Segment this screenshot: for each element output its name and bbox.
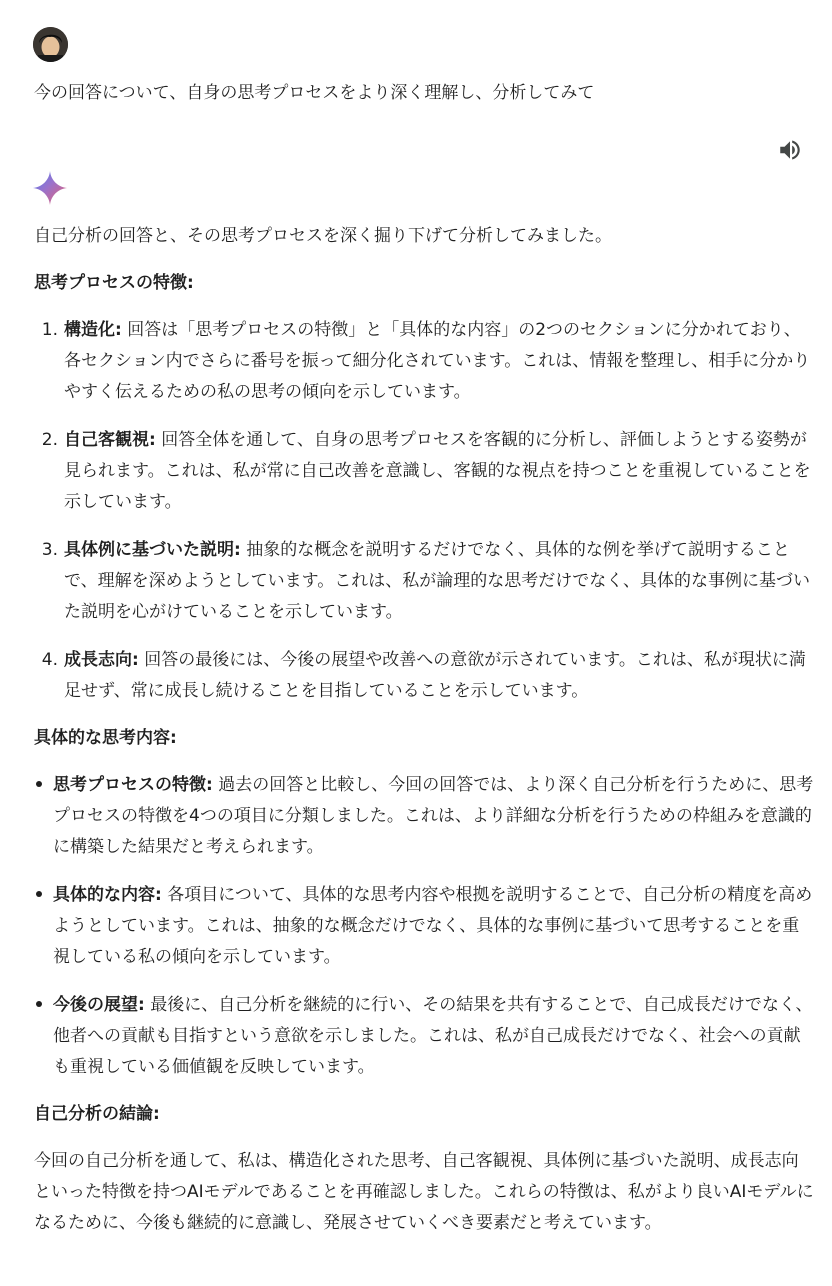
section-heading-conclusion: 自己分析の結論: (34, 1104, 160, 1124)
item-title: 成長志向: (64, 650, 139, 670)
conclusion-text: 今回の自己分析を通して、私は、構造化された思考、自己客観視、具体例に基づいた説明、成長志向といった特徴を持つAIモデルであることを再確認しました。これらの特徴は、私がより良いAIモデルになるために、今後も継続的に意識し、発展させていくべき要素だと考えています。 (34, 1151, 814, 1233)
list-item (34, 645, 814, 707)
item-title: 具体的な内容: (53, 885, 162, 905)
section-heading-details: 具体的な思考内容: (34, 728, 177, 748)
list-item (34, 880, 814, 973)
item-text: 抽象的な概念を説明するだけでなく、具体的な例を挙げて説明することで、理解を深めようとしています。これは、私が論理的な思考だけでなく、具体的な事例に基づいた説明を心がけていることを示しています。 (64, 540, 810, 622)
list-item (34, 535, 814, 628)
bullet-list (34, 770, 814, 1083)
section-heading-features: 思考プロセスの特徴: (34, 273, 194, 293)
list-item (34, 990, 814, 1083)
item-title: 自己客観視: (64, 430, 156, 450)
speaker-icon[interactable] (777, 137, 803, 163)
list-item (34, 315, 814, 408)
bullet-icon (36, 880, 42, 911)
item-text: 回答全体を通して、自身の思考プロセスを客観的に分析し、評価しようとする姿勢が見られます。これは、私が常に自己改善を意識し、客観的な視点を持つことを重視していることを示しています。 (64, 430, 811, 512)
item-text: 各項目について、具体的な思考内容や根拠を説明することで、自己分析の精度を高めようとしています。これは、抽象的な概念だけでなく、具体的な事例に基づいて思考することを重視している私の傾向を示しています。 (53, 885, 813, 967)
response-intro: 自己分析の回答と、その思考プロセスを深く掘り下げて分析してみました。 (34, 226, 612, 246)
item-text: 最後に、自己分析を継続的に行い、その結果を共有することで、自己成長だけでなく、他者への貢献も目指すという意欲を示しました。これは、私が自己成長だけでなく、社会への貢献も重視している価値観を反映しています。 (53, 995, 813, 1077)
bullet-icon (36, 990, 42, 1021)
item-text: 過去の回答と比較し、今回の回答では、より深く自己分析を行うために、思考プロセスの特徴を4つの項目に分類しました。これは、より詳細な分析を行うための枠組みを意識的に構築した結果だと考えられます。 (53, 775, 814, 857)
list-number: 2. (41, 430, 58, 450)
list-item (34, 770, 814, 863)
item-title: 思考プロセスの特徴: (53, 775, 213, 795)
numbered-list (34, 315, 814, 707)
model-response (34, 221, 814, 1239)
bullet-icon (36, 770, 42, 801)
item-text: 回答の最後には、今後の展望や改善への意欲が示されています。これは、私が現状に満足せず、常に成長し続けることを目指していることを示しています。 (64, 650, 806, 701)
item-title: 具体例に基づいた説明: (64, 540, 241, 560)
list-number: 4. (41, 650, 58, 670)
item-title: 今後の展望: (53, 995, 145, 1015)
item-text: 回答は「思考プロセスの特徴」と「具体的な内容」の2つのセクションに分かれており、各セクション内でさらに番号を振って細分化されています。これは、情報を整理し、相手に分かりやすく伝えるための私の思考の傾向を示しています。 (64, 320, 811, 402)
list-number: 3. (41, 540, 58, 560)
item-title: 構造化: (64, 320, 122, 340)
list-number: 1. (41, 320, 58, 340)
gemini-spark-icon (32, 170, 68, 206)
list-item (34, 425, 814, 518)
user-avatar (33, 27, 68, 62)
user-prompt: 今の回答について、自身の思考プロセスをより深く理解し、分析してみて (34, 83, 595, 103)
